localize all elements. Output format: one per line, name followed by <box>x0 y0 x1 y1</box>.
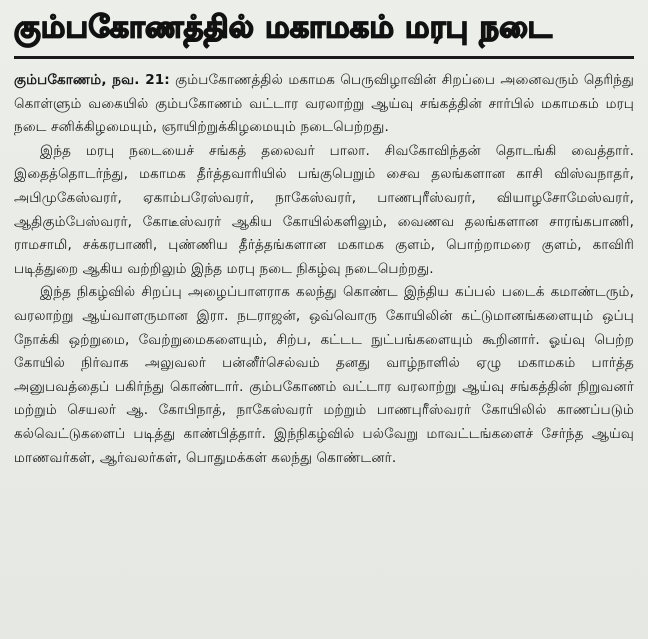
article-body <box>14 69 634 470</box>
article-paragraph: இந்த நிகழ்வில் சிறப்பு அழைப்பாளராக கலந்து கொண்ட இந்திய கப்பல் படைக் கமாண்டரும், வரலாற்று ஆய்வாளருமான இரா. நடராஜன், ஒவ்வொரு கோயிலின் கட்டுமானங்களையும் ஒப்பு நோக்கி ஒற்றுமை, வேற்றுமைகளையும், சிற்ப, கட்டட நுட்பங்களையும் கூறினார். ஓய்வு பெற்ற கோயில் நிர்வாக அலுவலர் பன்னீர்செல்வம் தனது வாழ்நாளில் ஏழு மகாமகம் பார்த்த அனுபவத்தைப் பகிர்ந்து கொண்டார். கும்பகோணம் வட்டார வரலாற்று ஆய்வு சங்கத்தின் நிறுவனர் மற்றும் செயலர் ஆ. கோபிநாத், நாகேஸ்வரர் மற்றும் பாணபுரீஸ்வரர் கோயிலில் காணப்படும் கல்வெட்டுகளைப் படித்து காண்பித்தார். இந்நிகழ்வில் பல்வேறு மாவட்டங்களைச் சேர்ந்த ஆய்வு மாணவர்கள், ஆர்வலர்கள், பொதுமக்கள் கலந்து கொண்டனர். <box>14 284 634 466</box>
article-paragraph <box>14 69 634 140</box>
dateline: கும்பகோணம், நவ. 21: <box>14 72 170 88</box>
paragraph-text: கும்பகோணத்தில் மகாமக பெருவிழாவின் சிறப்பை அனைவரும் தெரிந்து கொள்ளும் வகையில் கும்பகோணம் வட்டார வரலாற்று ஆய்வு சங்கத்தின் சார்பில் மகாமகம் மரபு நடை சனிக்கிழமையும், ஞாயிற்றுக்கிழமையும் நடைபெற்றது. <box>14 72 635 136</box>
headline-rule <box>14 56 634 59</box>
article-paragraph: இந்த மரபு நடையைச் சங்கத் தலைவர் பாலா. சிவகோவிந்தன் தொடங்கி வைத்தார். இதைத்தொடர்ந்து, மகாமக தீர்த்தவாரியில் பங்குபெறும் சைவ தலங்களான காசி விஸ்வநாதர், அபிமுகேஸ்வரர், ஏகாம்பரேஸ்வரர், நாகேஸ்வரர், பாணபுரீஸ்வரர், வியாழசோமேஸ்வரர், ஆதிகும்பேஸ்வரர், கோடீஸ்வரர் ஆகிய கோயில்களிலும், வைணவ தலங்களான சாரங்கபாணி, ராமசாமி, சக்கரபாணி, புண்ணிய தீர்த்தங்களான மகாமக குளம், பொற்றாமரை குளம், காவிரி படித்துறை ஆகிய வற்றிலும் இந்த மரபு நடை நிகழ்வு நடைபெற்றது. <box>14 142 634 277</box>
headline: கும்பகோணத்தில் மகாமகம் மரபு நடை <box>14 10 553 45</box>
